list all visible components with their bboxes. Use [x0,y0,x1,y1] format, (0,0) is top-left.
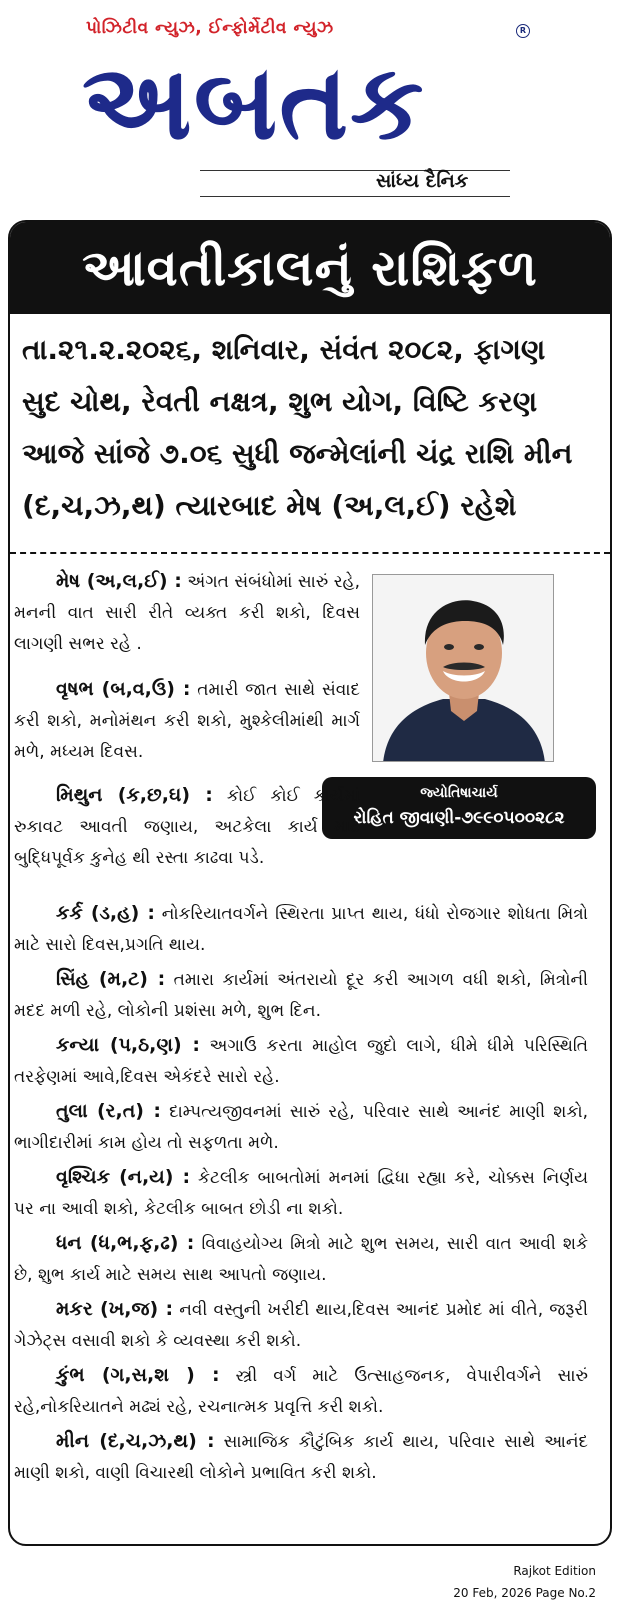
panchang-line: (દ,ચ,ઝ,થ) ત્યારબાદ મેષ (અ,લ,ઈ) રહેશે [22,489,517,522]
rashi-entry-kark [14,898,588,961]
registered-mark-icon: R [516,24,530,38]
newspaper-logo: અબતક [82,44,426,160]
rashi-text: સ્ત્રી વર્ગ માટે ઉત્સાહજનક, વેપારીવર્ગને સારું રહે,નોકરિયાતને મઢ્યં રહે, રચનાત્મક પ્રવૃત્તિ કરી શકો. [14,1366,588,1417]
panchang-block [22,324,606,532]
rashi-text: નવી વસ્તુની ખરીદી થાય,દિવસ આનંદ પ્રમોદ માં વીતે, જરૂરી ગેઝેટ્સ વસાવી શકો કે વ્યવસ્થા કરી શકો. [14,1300,588,1351]
rashi-entry-vrushchik [14,1162,588,1225]
rashi-text: દામ્પત્યજીવનમાં સારું રહે, પરિવાર સાથે આનંદ માણી શકો, ભાગીદારીમાં કામ હોય તો સફળતા મળે. [14,1102,589,1153]
astrologer-caption [322,777,596,839]
rashi-name: ધન (ધ,ભ,ફ,ઢ) : [56,1232,195,1254]
rashi-name: મકર (ખ,જ) : [56,1298,174,1320]
masthead-rule-bottom [200,196,510,197]
panchang-line: આજે સાંજે ૭.૦૬ સુધી જન્મેલાંની ચંદ્ર રાશિ મીન [22,437,573,470]
rashi-entry-mithun [14,780,360,874]
rashi-text: અંગત સંબંધોમાં સારું રહે, મનની વાત સારી રીતે વ્યક્ત કરી શકો, દિવસ લાગણી સભર રહે . [14,572,361,654]
rashi-entry-sinh [14,964,588,1027]
page-title: આવતીકાલનું રાશિફળ [82,239,538,297]
person-portrait-icon [373,575,554,762]
rashi-name: તુલા (ર,ત) : [56,1100,161,1122]
rashi-name: મીન (દ,ચ,ઝ,થ) : [56,1430,215,1452]
rashi-name: વૃશ્ચિક (ન,ય) : [56,1166,191,1188]
rashi-entry-mesh [14,566,360,660]
rashi-text: કોઈ કોઈ કાર્યમાં રુકાવટ આવતી જણાય, અટકેલા કાર્ય માટે બુદ્ધિપૂર્વક કુનેહ થી રસ્તા કાઢવા પડે. [14,786,360,868]
astrologer-name: રોહિત જીવાણી-૭૯૯૦૫૦૦૨૮૨ [353,808,565,828]
rashi-text: અગાઉ કરતા માહોલ જુદો લાગે, ધીમે ધીમે પરિસ્થિતિ તરફેણમાં આવે,દિવસ એકંદરે સારો રહે. [14,1036,588,1087]
rashi-text: તમારી જાત સાથે સંવાદ કરી શકો, મનોમંથન કરી શકો, મુશ્કેલીમાંથી માર્ગ મળે, મધ્યમ દિવસ. [14,680,360,762]
rashi-text: કેટલીક બાબતોમાં મનમાં દ્વિધા રહ્યા કરે, ચોક્કસ નિર્ણય પર ના આવી શકો, કેટલીક બાબત છોડી ના શકો. [14,1168,588,1219]
heading-bar [10,222,610,314]
tagline: પોઝિટીવ ન્યુઝ, ઈન્ફોર્મેટીવ ન્યુઝ [86,18,334,38]
rashi-text: નોકરિયાતવર્ગને સ્થિરતા પ્રાપ્ત થાય, ધંધો રોજગાર શોધતા મિત્રો માટે સારો દિવસ,પ્રગતિ થાય. [14,904,589,955]
rashi-entry-tula [14,1096,588,1159]
rashi-name: કુંભ (ગ,સ,શ ) : [56,1364,220,1386]
dashed-divider [10,552,610,554]
rashi-name: મેષ (અ,લ,ઈ) : [56,570,182,592]
edition-label: Rajkot Edition [513,1564,596,1578]
sub-brand: સાંધ્ય દૈનિક [376,170,469,192]
rashi-entry-meen [14,1426,588,1489]
rashi-text: તમારા કાર્યમાં અંતરાયો દૂર કરી આગળ વધી શકો, મિત્રોની મદદ મળી રહે, લોકોની પ્રશંસા મળે, શુભ દિન. [14,970,589,1021]
rashi-text: વિવાહયોગ્ય મિત્રો માટે શુભ સમય, સારી વાત આવી શકે છે, શુભ કાર્ય માટે સમય સાથ આપતો જણાય. [14,1234,589,1285]
rashi-entry-vrushabh [14,674,360,768]
rashi-entry-makar [14,1294,588,1357]
rashi-name: સિંહ (મ,ટ) : [56,968,166,990]
astrologer-title: જ્યોતિષાચાર્ય [420,785,498,801]
rashi-entry-kumbh [14,1360,588,1423]
rashi-name: વૃષભ (બ,વ,ઉ) : [56,678,191,700]
panchang-line: તા.૨૧.૨.૨૦૨૬, શનિવાર, સંવંત ૨૦૮૨, ફાગણ [22,333,546,366]
astrologer-photo [372,574,554,762]
rashi-name: મિથુન (ક,છ,ઘ) : [56,784,213,806]
panchang-line: સુદ ચોથ, રેવતી નક્ષત્ર, શુભ યોગ, વિષ્ટિ કરણ [22,385,538,418]
rashi-name: કન્યા (પ,ઠ,ણ) : [56,1034,200,1056]
page-footer [453,1560,596,1604]
date-page-label: 20 Feb, 2026 Page No.2 [453,1586,596,1600]
rashi-entry-kanya [14,1030,588,1093]
rashi-text: સામાજિક કૌટુંબિક કાર્ય થાય, પરિવાર સાથે આનંદ માણી શકો, વાણી વિચારથી લોકોને પ્રભાવિત કરી શકો. [14,1432,589,1483]
rashi-entry-dhan [14,1228,588,1291]
rashi-name: કર્ક (ડ,હ) : [56,902,155,924]
